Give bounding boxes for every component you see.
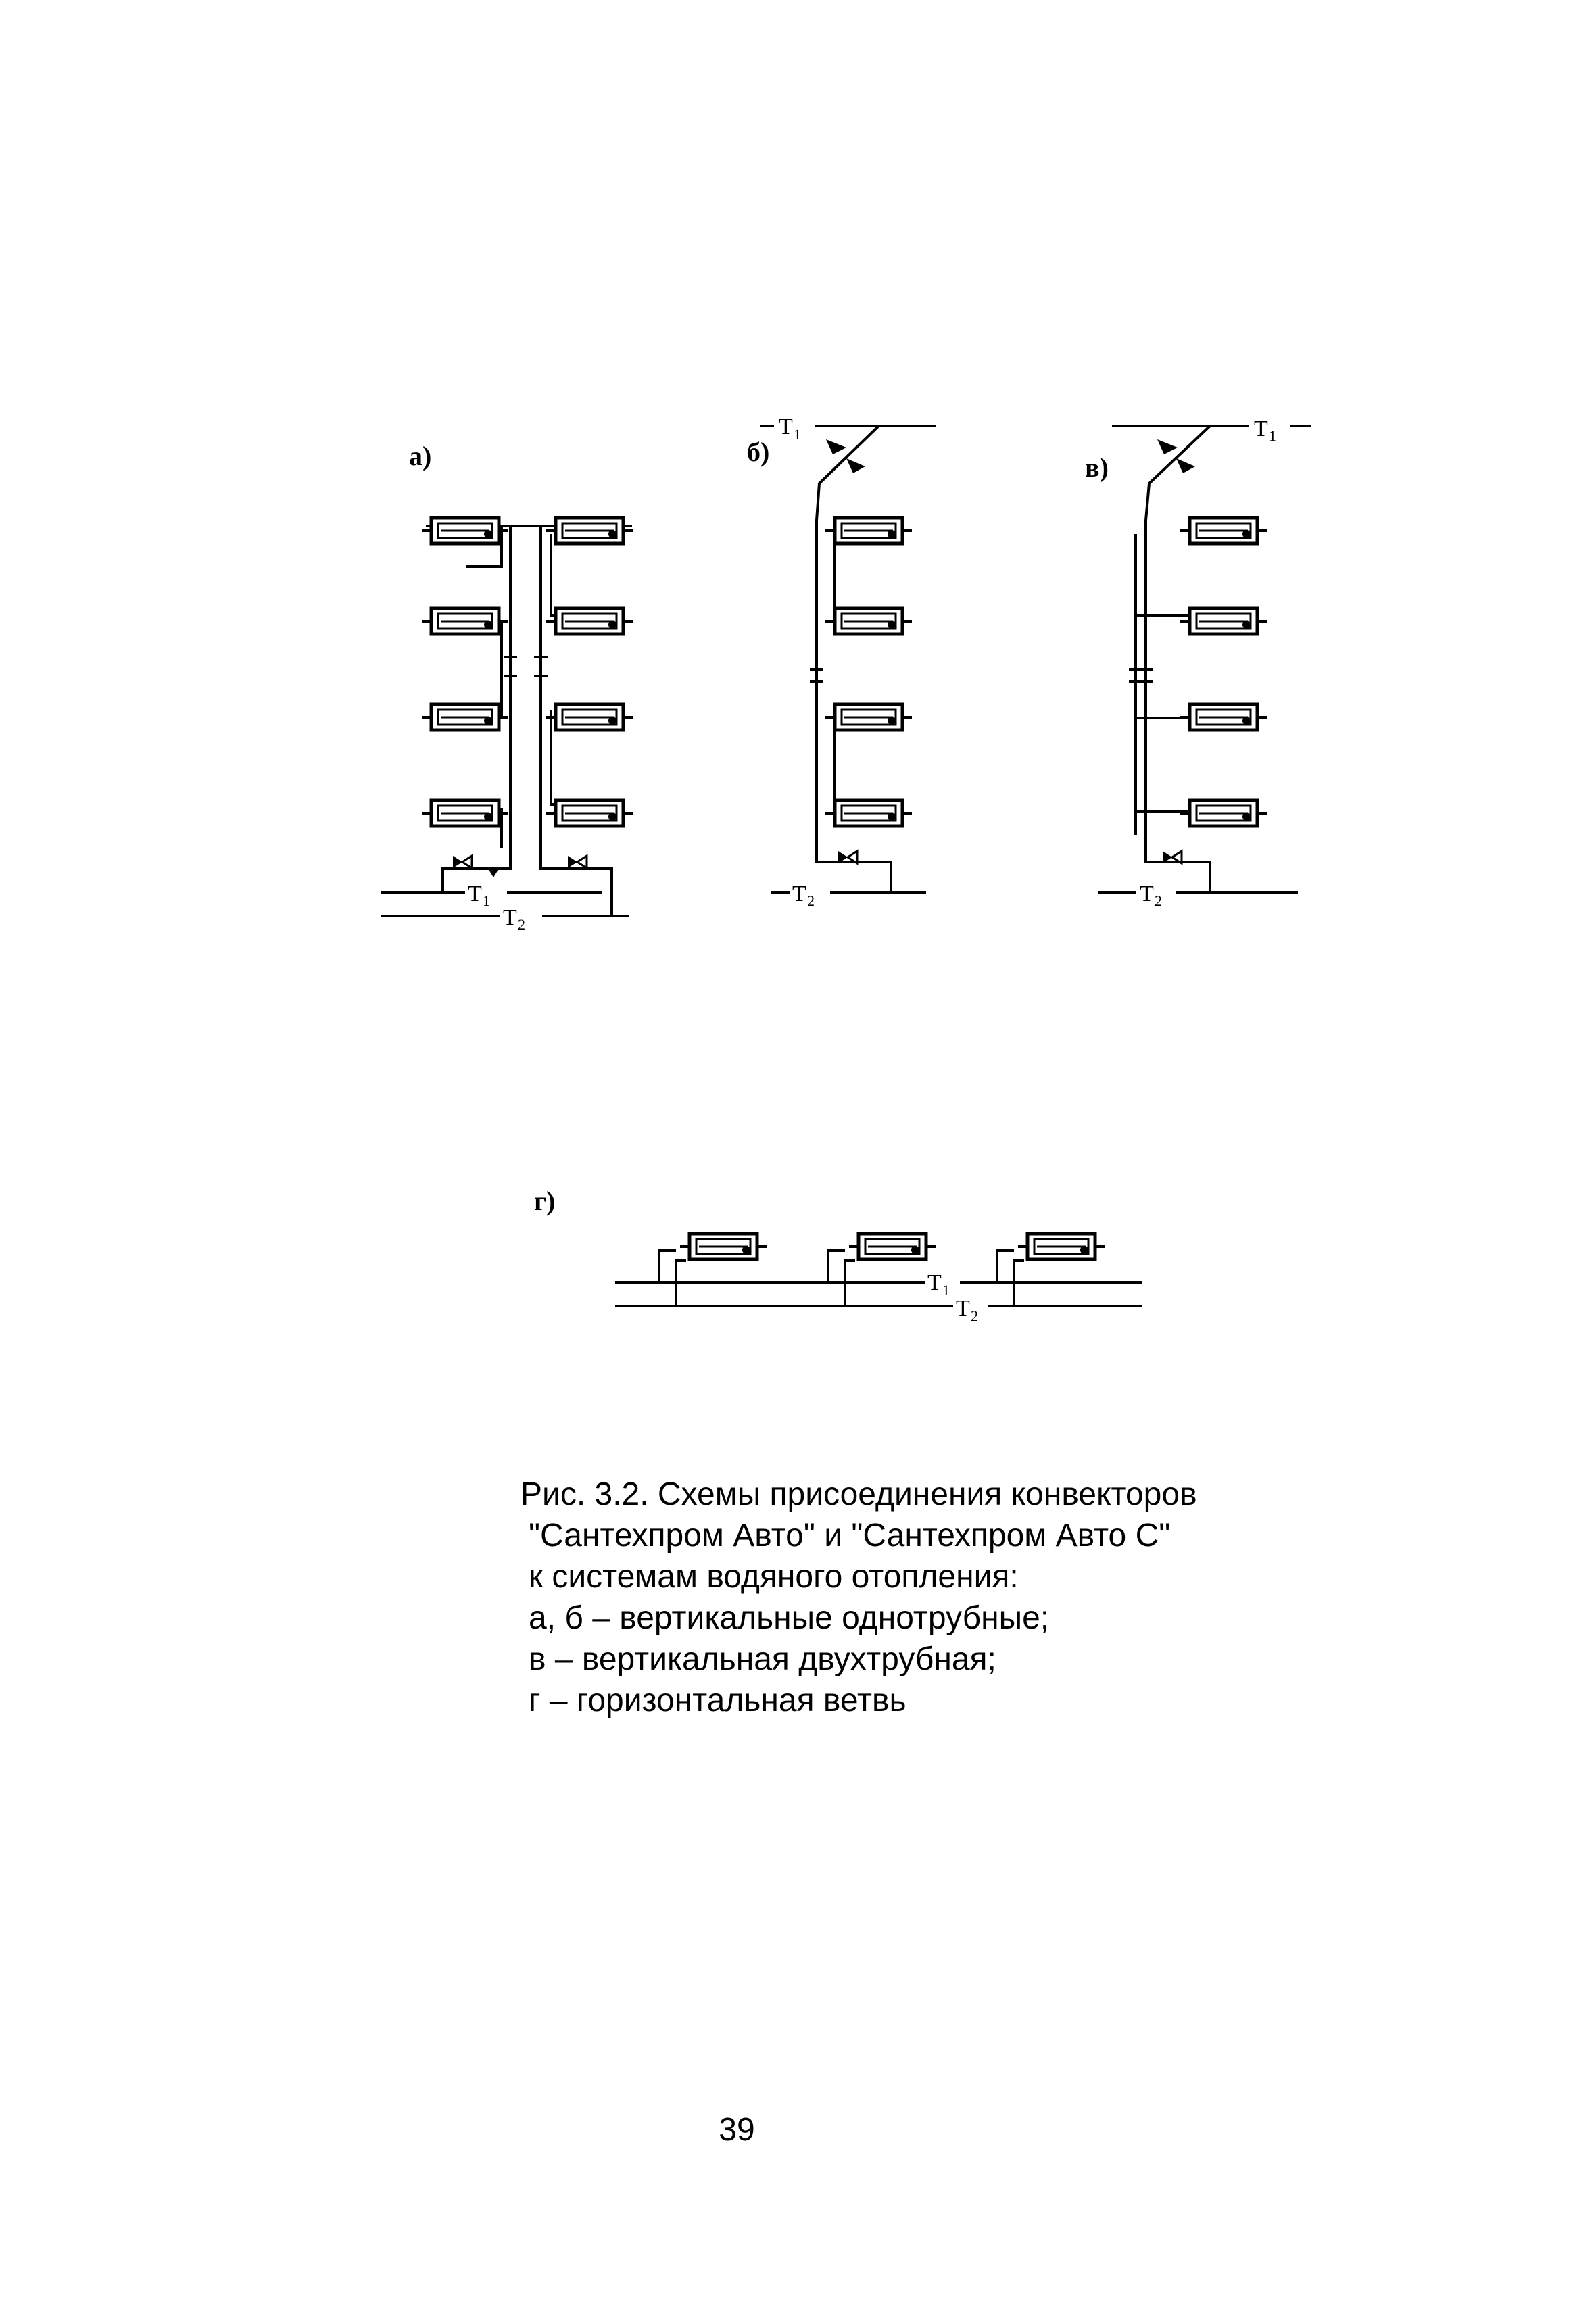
panel-a-t2-label: T [503, 905, 517, 930]
panel-b-convectors [825, 439, 912, 863]
caption-line: в – вертикальная двухтрубная; [529, 1641, 996, 1677]
caption-line: а, б – вертикальные однотрубные; [529, 1600, 1050, 1636]
panel-g-t1-label: T [927, 1270, 942, 1295]
caption-line: г – горизонтальная ветвь [529, 1683, 906, 1718]
panel-v-convectors [1157, 439, 1267, 863]
panel-v-label: в) [1085, 452, 1109, 483]
panel-v-t2-label: T [1140, 882, 1154, 907]
panel-a-t1-subscript: 1 [483, 892, 490, 909]
page-number: 39 [719, 2112, 755, 2148]
caption-line: "Сантехпром Авто" и "Сантехпром Авто С" [529, 1518, 1171, 1553]
panel-g-label: г) [534, 1186, 556, 1216]
panel-b-label: б) [747, 437, 770, 467]
panel-a-t1-label: T [468, 882, 482, 907]
panel-g-t2-label: T [956, 1296, 970, 1321]
panel-g-t1-subscript: 1 [942, 1282, 950, 1299]
panel-b-t1-subscript: 1 [794, 426, 801, 443]
panel-a-label: а) [409, 441, 432, 471]
panel-v-t1-subscript: 1 [1269, 427, 1276, 444]
panel-b-t2-label: T [792, 882, 806, 907]
panel-g-convectors [680, 1234, 1105, 1259]
panel-b-t2-subscript: 2 [807, 892, 815, 909]
figure-caption [521, 1474, 1467, 1721]
panel-a-diagram [381, 441, 632, 916]
caption-line: Рис. 3.2. Схемы присоединения конвекторов [521, 1476, 1197, 1512]
panel-b-t1-label: T [779, 414, 793, 439]
panel-a-convectors [422, 518, 633, 877]
panel-v-t1-label: T [1254, 416, 1268, 441]
panel-g-t2-subscript: 2 [971, 1307, 978, 1324]
panel-a-t2-subscript: 2 [518, 916, 525, 933]
panel-v-t2-subscript: 2 [1155, 892, 1162, 909]
caption-line: к системам водяного отопления: [529, 1559, 1019, 1595]
